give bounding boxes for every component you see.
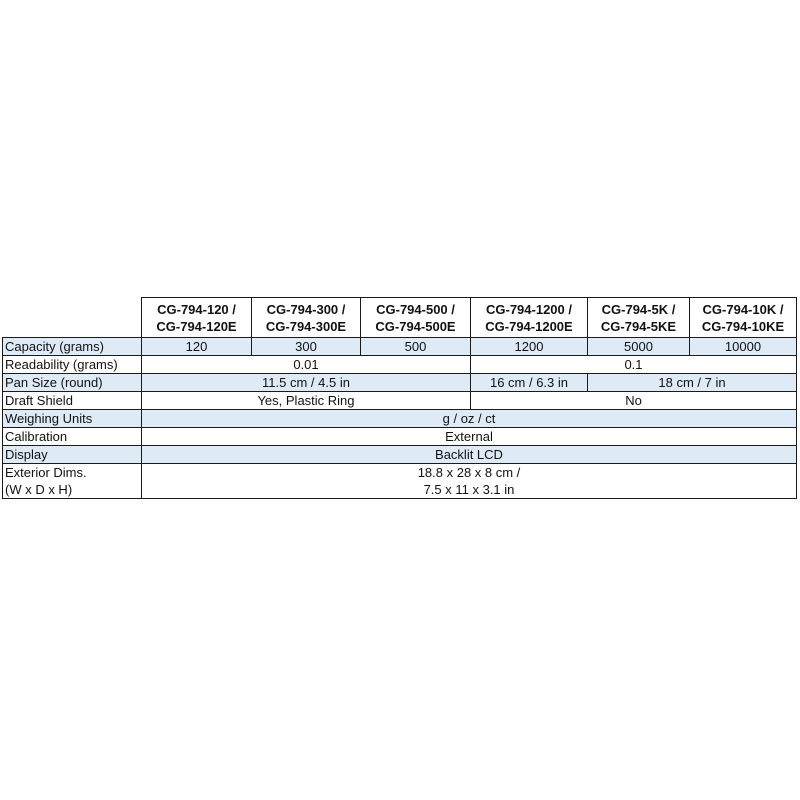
row-label [3, 464, 142, 499]
table-cell: 10000 [690, 338, 797, 356]
model-name-line2: CG-794-5KE [600, 319, 677, 334]
display-row [3, 446, 797, 464]
corner-cell [3, 298, 142, 338]
cell-line2: 7.5 x 11 x 3.1 in [423, 482, 515, 497]
header-row [3, 298, 797, 338]
model-name-line1: CG-794-1200 / [486, 302, 572, 317]
model-name-line2: CG-794-10KE [701, 319, 785, 334]
model-name-line2: CG-794-500E [375, 319, 456, 334]
model-header-5k [588, 298, 690, 338]
model-header-10k [690, 298, 797, 338]
model-header-120 [142, 298, 252, 338]
table-cell: 120 [142, 338, 252, 356]
readability-row [3, 356, 797, 374]
model-name-line1: CG-794-500 / [376, 302, 455, 317]
table-cell: 0.01 [142, 356, 471, 374]
row-label: Weighing Units [3, 410, 142, 428]
row-label: Capacity (grams) [3, 338, 142, 356]
table-cell: 11.5 cm / 4.5 in [142, 374, 471, 392]
row-label: Pan Size (round) [3, 374, 142, 392]
table-cell: Yes, Plastic Ring [142, 392, 471, 410]
capacity-row [3, 338, 797, 356]
model-header-300 [252, 298, 361, 338]
table-cell: 300 [252, 338, 361, 356]
table-cell [142, 464, 797, 499]
row-label-line2: (W x D x H) [5, 482, 73, 497]
model-name-line2: CG-794-300E [265, 319, 347, 334]
model-header-1200 [471, 298, 588, 338]
model-name-line1: CG-794-120 / [157, 302, 236, 317]
model-name-line1: CG-794-300 / [266, 302, 346, 317]
weighing-units-row [3, 410, 797, 428]
table-cell: Backlit LCD [142, 446, 797, 464]
row-label-line1: Exterior Dims. [5, 465, 87, 480]
spec-table [2, 297, 797, 499]
table-cell: No [471, 392, 797, 410]
cell-line1: 18.8 x 28 x 8 cm / [417, 465, 521, 480]
table-cell: 0.1 [471, 356, 797, 374]
table-cell: 18 cm / 7 in [588, 374, 797, 392]
model-name-line2: CG-794-1200E [485, 319, 573, 334]
model-name-line2: CG-794-120E [156, 319, 237, 334]
table-cell: 1200 [471, 338, 588, 356]
model-name-line1: CG-794-10K / [702, 302, 784, 317]
table-cell: 500 [361, 338, 471, 356]
table-cell: 16 cm / 6.3 in [471, 374, 588, 392]
row-label: Display [3, 446, 142, 464]
row-label: Draft Shield [3, 392, 142, 410]
calibration-row [3, 428, 797, 446]
table-cell: g / oz / ct [142, 410, 797, 428]
draft-shield-row [3, 392, 797, 410]
exterior-dims-row [3, 464, 797, 499]
row-label: Readability (grams) [3, 356, 142, 374]
pan-size-row [3, 374, 797, 392]
table-cell: 5000 [588, 338, 690, 356]
row-label: Calibration [3, 428, 142, 446]
model-header-500 [361, 298, 471, 338]
table-cell: External [142, 428, 797, 446]
model-name-line1: CG-794-5K / [601, 302, 676, 317]
